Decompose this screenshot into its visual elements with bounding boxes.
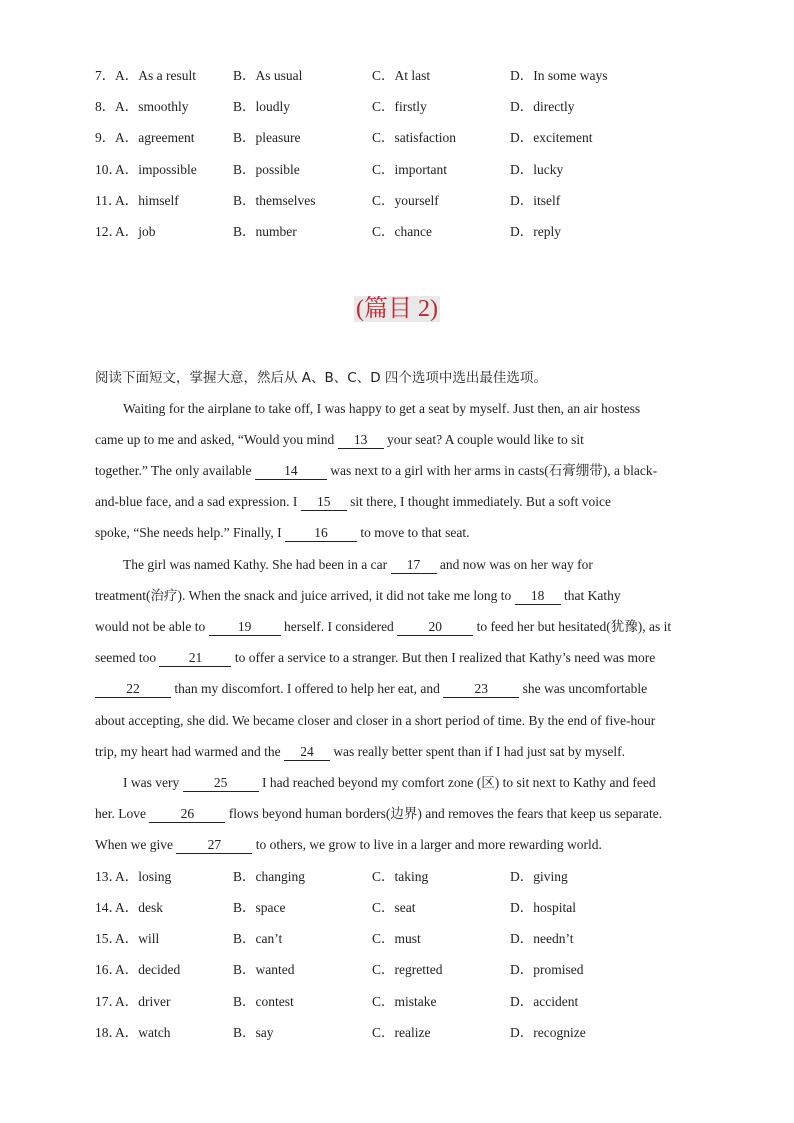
option-d: D．giving xyxy=(510,869,568,884)
passage-line xyxy=(95,679,707,699)
option-c: C．satisfaction xyxy=(372,130,456,145)
option-d: D．accident xyxy=(510,994,579,1009)
question-number: 18． xyxy=(95,1025,122,1040)
answer-blank: 16 xyxy=(285,525,357,542)
passage-text: trip, my heart had warmed and the xyxy=(95,744,284,759)
question-number: 8． xyxy=(95,99,116,114)
passage-text: treatment(治疗). When the snack and juice arrived, it did not take me long to xyxy=(95,588,515,603)
section-title-text: (篇目 2) xyxy=(356,296,438,322)
answer-blank: 27 xyxy=(176,837,252,854)
option-a: A．impossible xyxy=(115,162,197,177)
passage-line xyxy=(95,492,707,512)
passage-text: I had reached beyond my comfort zone (区) to sit next to Kathy and feed xyxy=(258,775,656,790)
question-9-options xyxy=(95,128,715,148)
question-14-options xyxy=(95,898,715,918)
passage-text: and now was on her way for xyxy=(436,557,593,572)
passage-text: sit there, I thought immediately. But a soft voice xyxy=(346,494,611,509)
answer-blank: 22 xyxy=(95,681,171,698)
option-d: D．excitement xyxy=(510,130,593,145)
question-8-options xyxy=(95,97,715,117)
option-a: A．losing xyxy=(115,869,172,884)
option-a: A．himself xyxy=(115,193,179,208)
option-b: B．loudly xyxy=(233,99,291,114)
option-d: D．recognize xyxy=(510,1025,586,1040)
question-11-options xyxy=(95,191,715,211)
answer-blank: 17 xyxy=(391,557,437,574)
passage-line xyxy=(95,617,707,637)
question-17-options xyxy=(95,992,715,1012)
answer-blank: 23 xyxy=(443,681,519,698)
option-a: A．will xyxy=(115,931,160,946)
question-16-options xyxy=(95,960,715,980)
option-d: D．promised xyxy=(510,962,584,977)
answer-blank: 15 xyxy=(301,494,347,511)
question-15-options xyxy=(95,929,715,949)
option-b: B．can’t xyxy=(233,931,283,946)
option-b: B．changing xyxy=(233,869,305,884)
option-d: D．hospital xyxy=(510,900,576,915)
option-b: B．space xyxy=(233,900,286,915)
option-c: C．At last xyxy=(372,68,431,83)
question-number: 17． xyxy=(95,994,122,1009)
option-c: C．realize xyxy=(372,1025,431,1040)
passage-text: she was uncomfortable xyxy=(519,681,648,696)
option-d: D．directly xyxy=(510,99,575,114)
option-a: A．agreement xyxy=(115,130,195,145)
question-number: 7． xyxy=(95,68,116,83)
option-d: D．In some ways xyxy=(510,68,608,83)
passage-text: seemed too xyxy=(95,650,160,665)
passage-text: and-blue face, and a sad expression. I xyxy=(95,494,301,509)
question-number: 13． xyxy=(95,869,122,884)
option-c: C．yourself xyxy=(372,193,439,208)
question-18-options xyxy=(95,1023,715,1043)
passage-line xyxy=(123,773,707,793)
instruction-text: 阅读下面短文，掌握大意，然后从 A、B、C、D 四个选项中选出最佳选项。 xyxy=(95,370,547,386)
option-b: B．possible xyxy=(233,162,300,177)
passage-line xyxy=(95,835,707,855)
option-c: C．must xyxy=(372,931,421,946)
answer-blank: 24 xyxy=(284,744,330,761)
question-number: 16． xyxy=(95,962,122,977)
question-number: 14． xyxy=(95,900,122,915)
passage-text: to move to that seat. xyxy=(356,525,470,540)
question-13-options xyxy=(95,867,715,887)
option-c: C．firstly xyxy=(372,99,427,114)
passage-text: to offer a service to a stranger. But then I realized that Kathy’s need was more xyxy=(231,650,656,665)
passage-text: flows beyond human borders(边界) and removes the fears that keep us separate. xyxy=(225,806,663,821)
passage-text: came up to me and asked, “Would you mind xyxy=(95,432,338,447)
answer-blank: 21 xyxy=(159,650,231,667)
option-b: B．themselves xyxy=(233,193,316,208)
option-c: C．important xyxy=(372,162,447,177)
answer-blank: 26 xyxy=(149,806,225,823)
section-title xyxy=(0,292,794,326)
answer-blank: 14 xyxy=(255,463,327,480)
answer-blank: 18 xyxy=(515,588,561,605)
passage-text: your seat? A couple would like to sit xyxy=(383,432,584,447)
option-c: C．regretted xyxy=(372,962,443,977)
option-d: D．needn’t xyxy=(510,931,574,946)
passage-line xyxy=(95,711,707,731)
option-b: B．wanted xyxy=(233,962,295,977)
passage-line xyxy=(123,399,707,419)
option-d: D．itself xyxy=(510,193,561,208)
passage-line xyxy=(95,586,707,606)
option-a: A．watch xyxy=(115,1025,171,1040)
option-a: A．desk xyxy=(115,900,163,915)
passage-text: The girl was named Kathy. She had been in a car xyxy=(123,557,391,572)
option-c: C．chance xyxy=(372,224,432,239)
passage-text: than my discomfort. I offered to help her eat, and xyxy=(171,681,444,696)
passage-line xyxy=(95,461,707,481)
passage-text: to feed her but hesitated(犹豫), as it xyxy=(473,619,672,634)
passage-line xyxy=(95,523,707,543)
passage-text: to others, we grow to live in a larger and more rewarding world. xyxy=(252,837,602,852)
option-a: A．As a result xyxy=(115,68,196,83)
passage-text: was next to a girl with her arms in casts(石膏绷带), a black- xyxy=(326,463,658,478)
passage-text: that Kathy xyxy=(560,588,621,603)
question-number: 10． xyxy=(95,162,122,177)
passage-text: I was very xyxy=(123,775,183,790)
answer-blank: 13 xyxy=(338,432,384,449)
passage-line xyxy=(95,804,707,824)
passage-text: Waiting for the airplane to take off, I was happy to get a seat by myself. Just then, an air hostess xyxy=(123,401,641,416)
option-a: A．decided xyxy=(115,962,181,977)
option-a: A．smoothly xyxy=(115,99,189,114)
answer-blank: 20 xyxy=(397,619,473,636)
option-a: A．driver xyxy=(115,994,171,1009)
passage-text: was really better spent than if I had just sat by myself. xyxy=(329,744,625,759)
question-7-options xyxy=(95,66,715,86)
passage-line xyxy=(123,555,707,575)
option-b: B．pleasure xyxy=(233,130,301,145)
passage-text: about accepting, she did. We became closer and closer in a short period of time. By the end of five-hour xyxy=(95,713,656,728)
question-number: 15． xyxy=(95,931,122,946)
passage-line xyxy=(95,742,707,762)
option-d: D．lucky xyxy=(510,162,564,177)
option-d: D．reply xyxy=(510,224,561,239)
passage-text: herself. I considered xyxy=(280,619,398,634)
answer-blank: 25 xyxy=(183,775,259,792)
option-c: C．seat xyxy=(372,900,416,915)
option-b: B．As usual xyxy=(233,68,303,83)
passage-text: When we give xyxy=(95,837,177,852)
option-b: B．say xyxy=(233,1025,274,1040)
passage-text: spoke, “She needs help.” Finally, I xyxy=(95,525,285,540)
passage-text: her. Love xyxy=(95,806,150,821)
option-c: C．mistake xyxy=(372,994,437,1009)
passage-line xyxy=(95,430,707,450)
answer-blank: 19 xyxy=(209,619,281,636)
question-12-options xyxy=(95,222,715,242)
passage-text: together.” The only available xyxy=(95,463,255,478)
question-number: 9． xyxy=(95,130,116,145)
passage-line xyxy=(95,648,707,668)
option-b: B．number xyxy=(233,224,297,239)
passage-text: would not be able to xyxy=(95,619,209,634)
question-number: 11． xyxy=(95,193,122,208)
option-c: C．taking xyxy=(372,869,429,884)
question-10-options xyxy=(95,160,715,180)
option-a: A．job xyxy=(115,224,156,239)
option-b: B．contest xyxy=(233,994,294,1009)
question-number: 12． xyxy=(95,224,122,239)
